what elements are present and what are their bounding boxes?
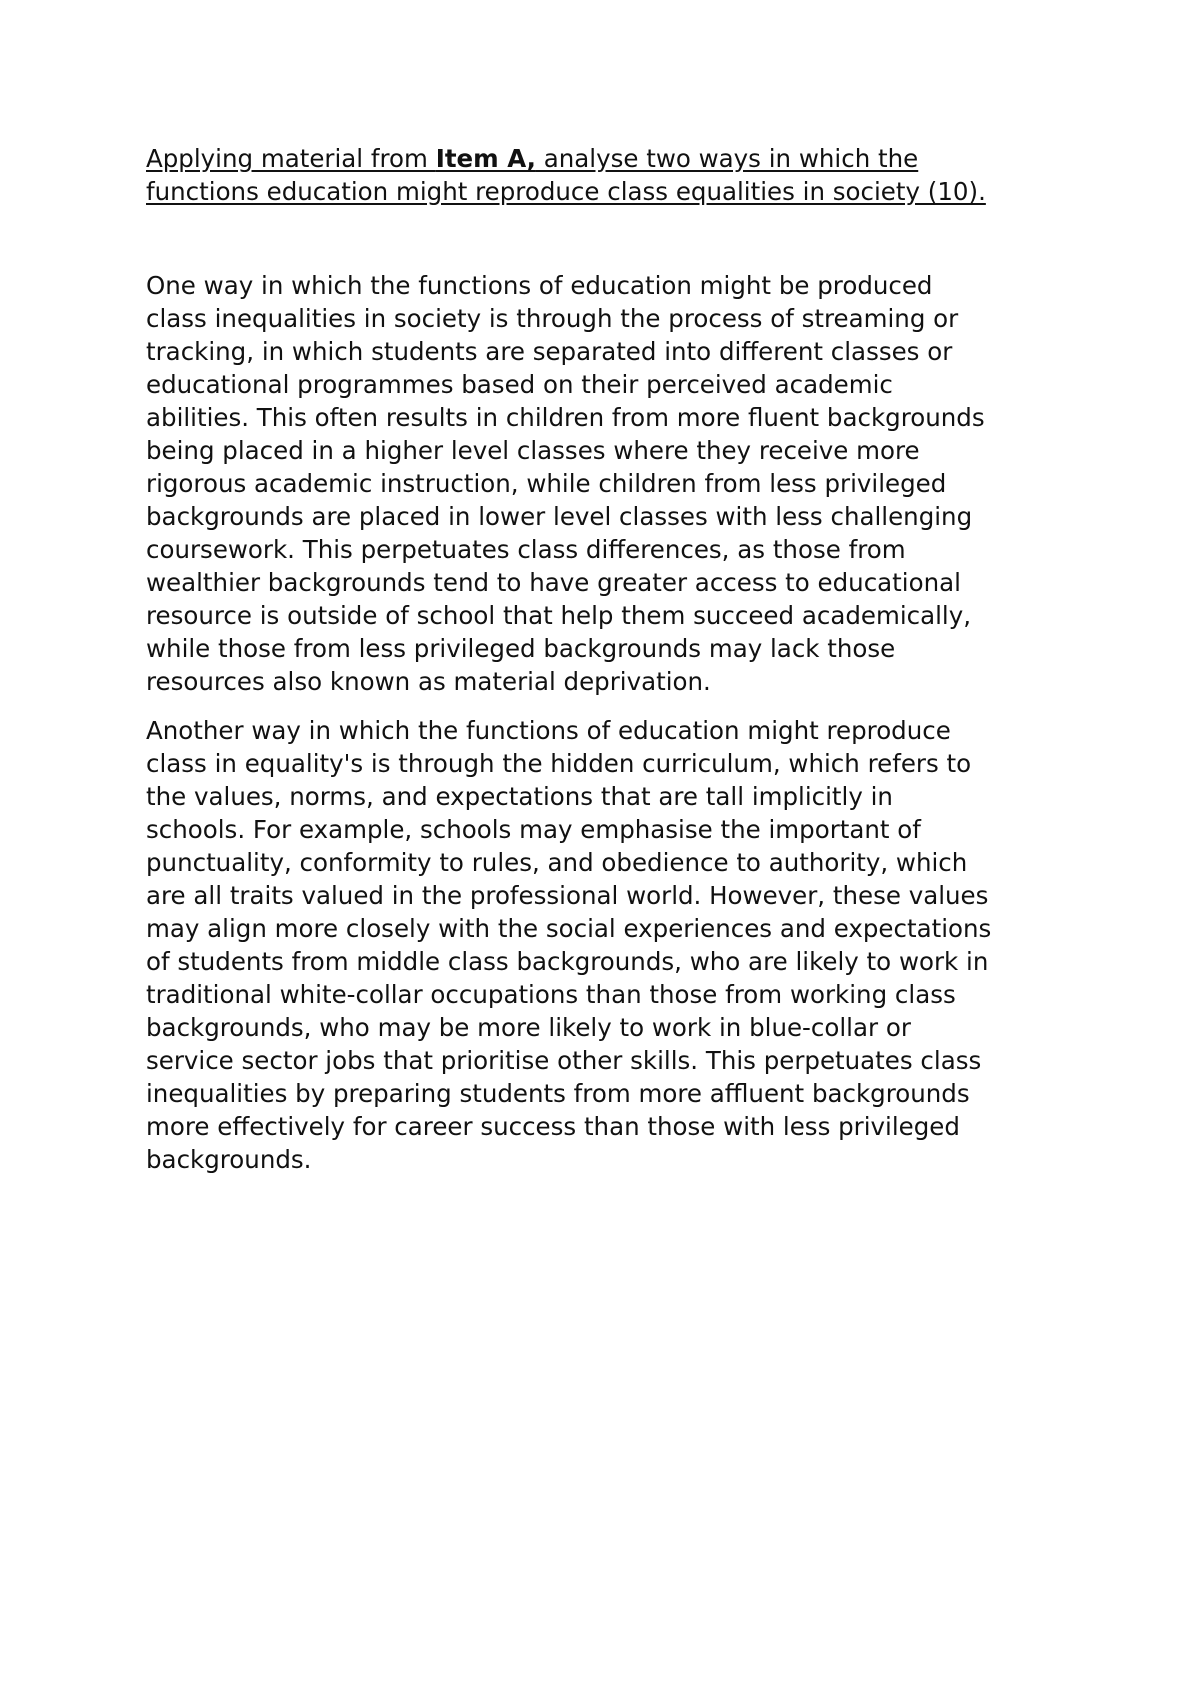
paragraph-line: the values, norms, and expectations that are tall implicitly in	[146, 782, 893, 811]
paragraph-line: traditional white-collar occupations than those from working class	[146, 980, 956, 1009]
paragraph-line: schools. For example, schools may emphasise the important of	[146, 815, 921, 844]
paragraph-line: backgrounds.	[146, 1145, 312, 1174]
question-heading	[146, 142, 1066, 208]
item-reference: Item A,	[435, 144, 536, 173]
paragraph-line: abilities. This often results in children from more fluent backgrounds	[146, 403, 985, 432]
paragraph-line: class in equality's is through the hidden curriculum, which refers to	[146, 749, 972, 778]
paragraph-line: are all traits valued in the professional world. However, these values	[146, 881, 989, 910]
paragraph-line: may align more closely with the social experiences and expectations	[146, 914, 992, 943]
paragraph-line: educational programmes based on their perceived academic	[146, 370, 893, 399]
question-line-1-pre: Applying material from	[146, 144, 436, 173]
paragraph-line: service sector jobs that prioritise other skills. This perpetuates class	[146, 1046, 982, 1075]
question-line-1	[146, 142, 1066, 175]
document-body	[146, 142, 1066, 1176]
paragraph-line: backgrounds, who may be more likely to work in blue-collar or	[146, 1013, 911, 1042]
paragraph-hidden-curriculum	[146, 714, 1066, 1176]
question-line-1-post: analyse two ways in which the	[535, 144, 919, 173]
paragraph-streaming	[146, 269, 1066, 698]
paragraph-line: wealthier backgrounds tend to have greater access to educational	[146, 568, 961, 597]
question-line-2: functions education might reproduce class equalities in society (10).	[146, 177, 986, 206]
paragraph-line: Another way in which the functions of education might reproduce	[146, 716, 951, 745]
paragraph-line: resources also known as material deprivation.	[146, 667, 711, 696]
paragraph-line: One way in which the functions of education might be produced	[146, 271, 933, 300]
paragraph-line: being placed in a higher level classes where they receive more	[146, 436, 920, 465]
paragraph-line: rigorous academic instruction, while children from less privileged	[146, 469, 947, 498]
paragraph-line: of students from middle class backgrounds, who are likely to work in	[146, 947, 989, 976]
paragraph-line: punctuality, conformity to rules, and obedience to authority, which	[146, 848, 968, 877]
paragraph-line: class inequalities in society is through the process of streaming or	[146, 304, 959, 333]
paragraph-line: while those from less privileged backgrounds may lack those	[146, 634, 896, 663]
paragraph-line: backgrounds are placed in lower level classes with less challenging	[146, 502, 973, 531]
paragraph-line: more effectively for career success than those with less privileged	[146, 1112, 960, 1141]
paragraph-line: tracking, in which students are separated into different classes or	[146, 337, 953, 366]
paragraph-line: coursework. This perpetuates class differences, as those from	[146, 535, 906, 564]
paragraph-line: inequalities by preparing students from more affluent backgrounds	[146, 1079, 970, 1108]
paragraph-line: resource is outside of school that help them succeed academically,	[146, 601, 972, 630]
